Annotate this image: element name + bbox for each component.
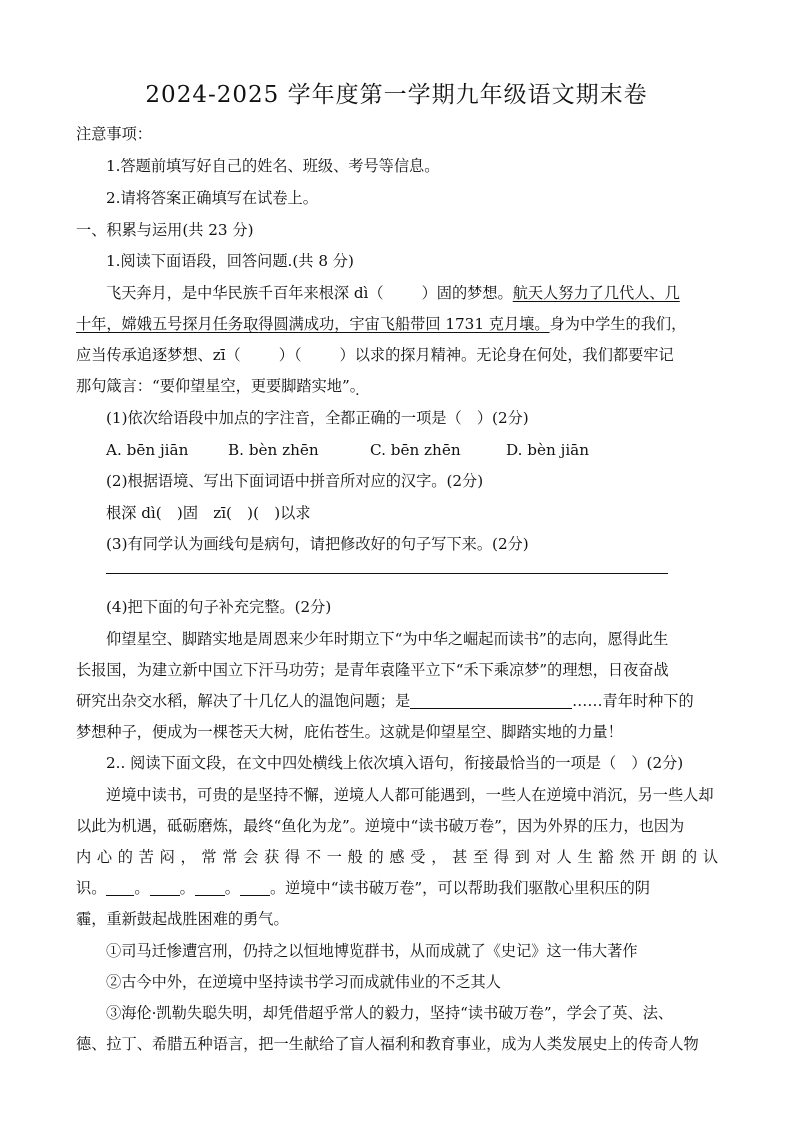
para-text: 。 [134, 879, 150, 897]
para-text: 。 [224, 879, 240, 897]
fill-blank[interactable] [195, 880, 225, 896]
fill-blank[interactable] [106, 880, 134, 896]
q2-para-line-5: 霾，重新鼓起战胜困难的勇气。 [76, 910, 289, 928]
notice-heading: 注意事项： [76, 125, 152, 143]
q1-sub4-para-line-1: 仰望星空、脚踏实地是周恩来少年时期立下“为中华之崛起而读书”的志向，愿得此生 [106, 630, 669, 648]
q1-sub3-stem: (3)有同学认为画线句是病句，请把修改好的句子写下来。(2分) [106, 535, 529, 553]
fill-blank[interactable] [150, 880, 180, 896]
q1-sub4-para-line-4: 梦想种子，便成为一棵苍天大树，庇佑苍生。这就是仰望星空、脚踏实地的力量！ [76, 723, 623, 741]
passage-text: ）（ [278, 346, 302, 364]
q1-sub4-para-line-2: 长报国，为建立新中国立下汗马功劳；是青年袁隆平立下“禾下乘凉梦”的理想，日夜奋战 [76, 661, 669, 679]
q1-passage-line-3 [76, 345, 674, 365]
para-text: ……青年时种下的 [572, 692, 694, 710]
dotted-char: 取 [243, 315, 259, 333]
q1-sub4-para-line-3 [76, 691, 694, 711]
passage-text: ）以求的探月精神。无论身在何处，我们都要牢记 [339, 346, 674, 364]
passage-text: 得圆满成功，宇宙飞船带回 1731 克月壤。 [258, 315, 550, 333]
passage-text: 飞天奔月，是中华民族千百年来根深 dì（ [106, 284, 384, 302]
q2-para-line-2: 以此为机遇，砥砺磨炼，最终“鱼化为龙”。逆境中“读书破万卷”，因为外界的压力，也因为 [76, 817, 685, 835]
q2-item-1: ①司马迁惨遭宫刑，仍持之以恒地博览群书，从而成就了《史记》这一伟大著作 [106, 942, 638, 960]
q1-sub2-stem: (2)根据语境、写出下面词语中拼音所对应的汉字。(2分) [106, 472, 484, 490]
dotted-char: 。 · [350, 377, 365, 395]
passage-text: 那句箴言：“要仰望星空，更要脚踏实地” [76, 377, 350, 395]
q1-sub4-stem: (4)把下面的句子补充完整。(2分) [106, 598, 332, 616]
para-text: 。 [179, 879, 195, 897]
para-text: 。 [269, 879, 286, 897]
q1-passage-line-2 [76, 314, 686, 334]
section-1-heading: 一、积累与运用(共 23 分) [76, 221, 254, 239]
option-a[interactable]: A. bēn jiān [106, 441, 189, 459]
q1-sub1-stem: (1)依次给语段中加点的字注音，全都正确的一项是（ ）(2分) [106, 409, 529, 427]
q2-item-3: ③海伦·凯勒失聪失明，却凭借超乎常人的毅力，坚持“读书破万卷”，学会了英、法、 [106, 1004, 674, 1022]
q2-para-line-1: 逆境中读书，可贵的是坚持不懈，逆境人人都可能遇到，一些人在逆境中消沉，另一些人却 [106, 786, 714, 804]
q2-item-2: ②古今中外，在逆境中坚持读书学习而成就伟业的不乏其人 [106, 973, 501, 991]
q1-sub1-options [106, 440, 589, 460]
passage-text: ）固的梦想。 [421, 284, 513, 302]
notice-item-1: 1.答题前填写好自己的姓名、班级、考号等信息。 [106, 157, 440, 175]
option-b[interactable]: B. bèn zhēn [228, 441, 319, 459]
para-text: 逆境中“读书破万卷”，可以帮助我们驱散心里积压的阴 [285, 879, 650, 897]
para-text: 识。 [76, 879, 107, 897]
q2-stem: 2.. 阅读下面文段，在文中四处横线上依次填入语句，衔接最恰当的一项是（ ）(2分) [106, 754, 684, 772]
passage-text: 身为中学生的我们， [549, 315, 687, 333]
passage-text: 十年，嫦娥五号探月任务 [76, 315, 244, 333]
option-d[interactable]: D. bèn jiān [506, 441, 590, 459]
answer-line[interactable] [106, 573, 668, 574]
q1-passage-line-1 [106, 283, 680, 303]
exam-title: 2024-2025 学年度第一学期九年级语文期末卷 [145, 82, 648, 108]
q1-passage-line-4 [76, 376, 365, 396]
underlined-sentence [76, 315, 550, 333]
q1-stem: 1.阅读下面语段，回答问题.(共 8 分) [106, 252, 354, 270]
q2-para-line-4 [76, 878, 650, 898]
q2-item-3-cont: 德、拉丁、希腊五种语言，把一生献给了盲人福利和教育事业，成为人类发展史上的传奇人物 [76, 1035, 699, 1053]
q1-sub2-line: 根深 dì( )固 zī( )( )以求 [106, 504, 311, 522]
passage-text: 应当传承追逐梦想、zī（ [76, 346, 241, 364]
para-text: 内心的苦闷，常常会获得不一般的感受，甚至得到对人生豁然开朗的认 [76, 848, 718, 866]
option-c[interactable]: C. bēn zhēn [370, 441, 461, 459]
fill-blank[interactable] [240, 880, 270, 896]
underlined-sentence: 航天人努力了几代人、几 [512, 284, 680, 302]
para-text: 研究出杂交水稻，解决了十几亿人的温饱问题；是 [76, 692, 411, 710]
fill-blank[interactable] [410, 693, 572, 709]
notice-item-2: 2.请将答案正确填写在试卷上。 [106, 189, 318, 207]
q2-para-line-3 [76, 847, 718, 867]
